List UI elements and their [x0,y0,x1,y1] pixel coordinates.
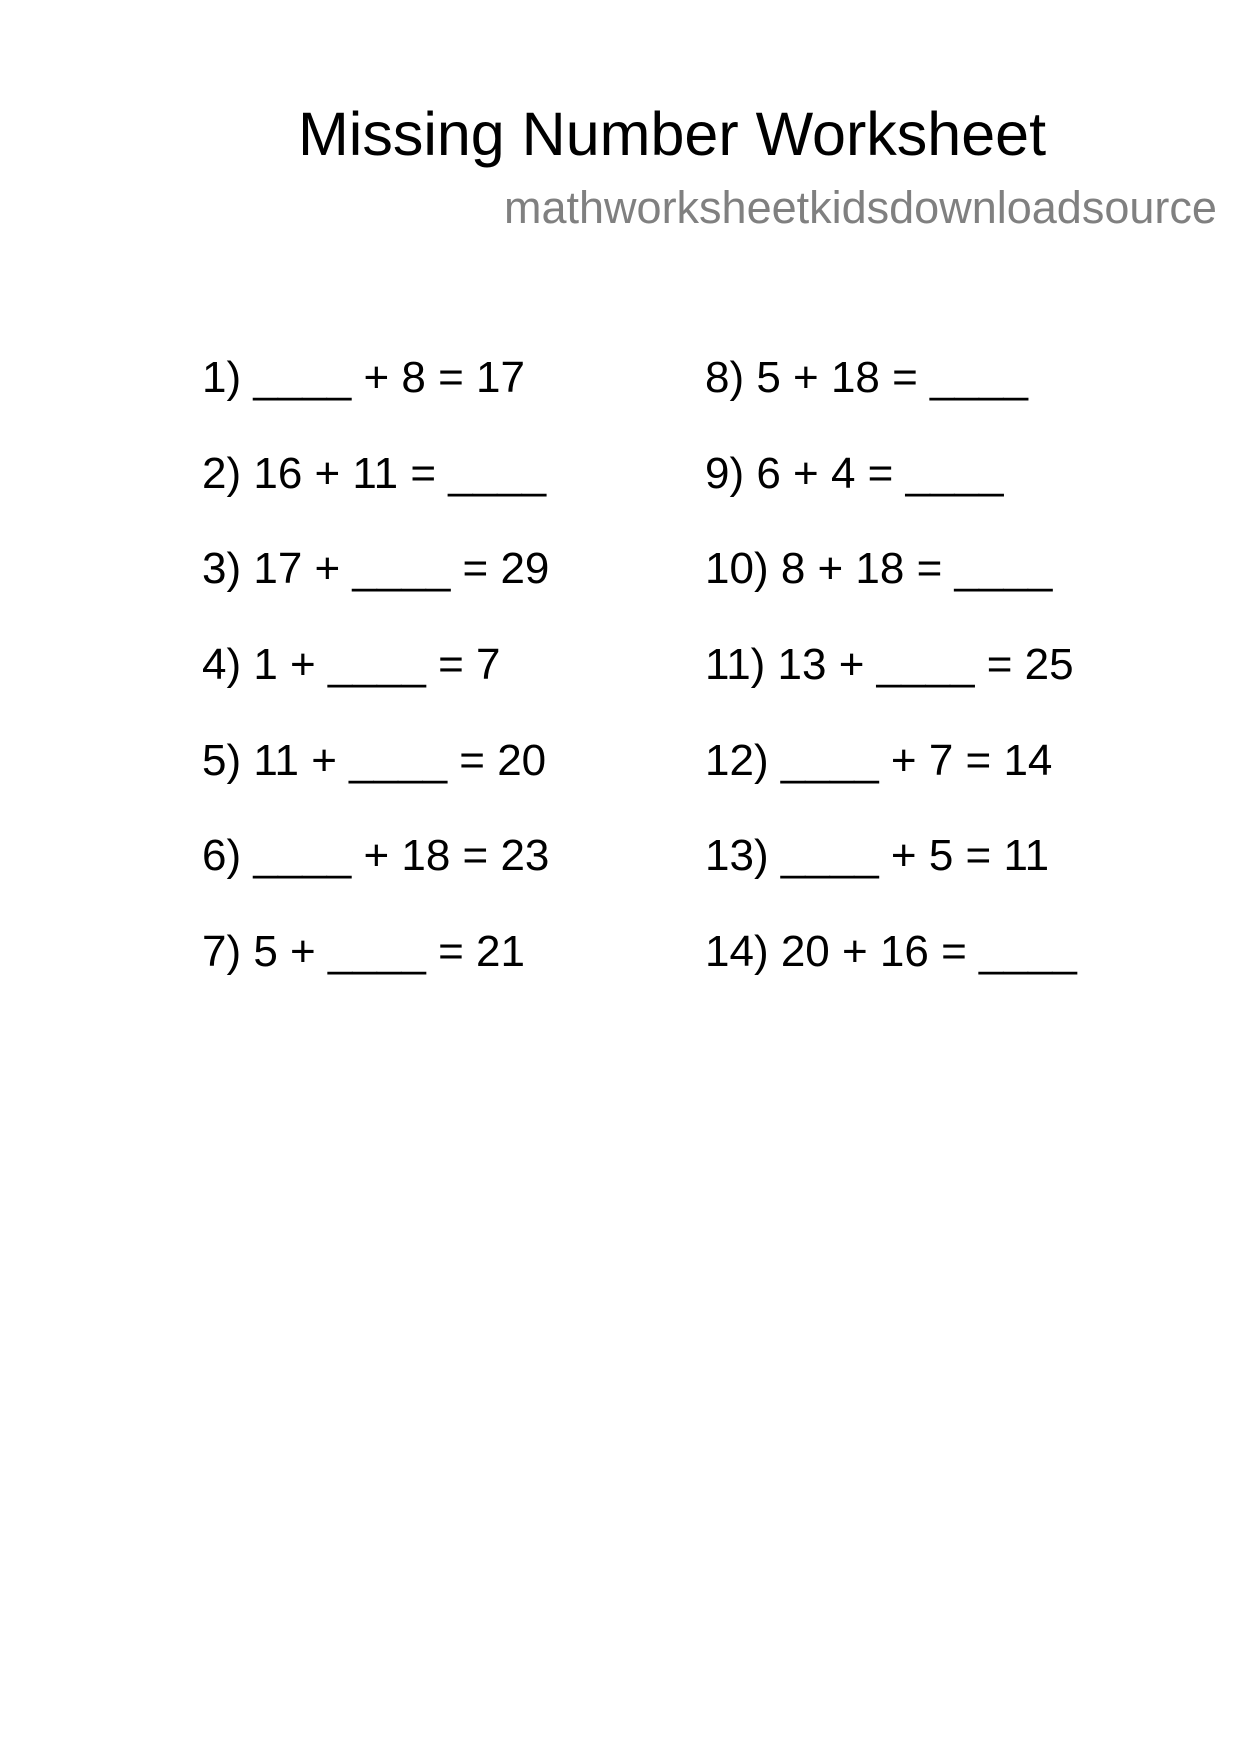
problem: 5) 11 + ____ = 20 [202,736,547,785]
problem: 3) 17 + ____ = 29 [202,544,550,593]
problem: 6) ____ + 18 = 23 [202,831,550,880]
problem: 9) 6 + 4 = ____ [705,449,1004,498]
problem: 13) ____ + 5 = 11 [705,831,1050,880]
problem: 11) 13 + ____ = 25 [705,640,1074,689]
problem: 1) ____ + 8 = 17 [202,353,525,402]
problem: 12) ____ + 7 = 14 [705,736,1053,785]
worksheet-source: mathworksheetkidsdownloadsource [504,182,1217,233]
problem: 14) 20 + 16 = ____ [705,927,1077,976]
problem: 2) 16 + 11 = ____ [202,449,547,498]
problem: 4) 1 + ____ = 7 [202,640,501,689]
problem: 8) 5 + 18 = ____ [705,353,1028,402]
worksheet-title: Missing Number Worksheet [297,100,1047,168]
problem: 10) 8 + 18 = ____ [705,544,1053,593]
problem: 7) 5 + ____ = 21 [202,927,525,976]
